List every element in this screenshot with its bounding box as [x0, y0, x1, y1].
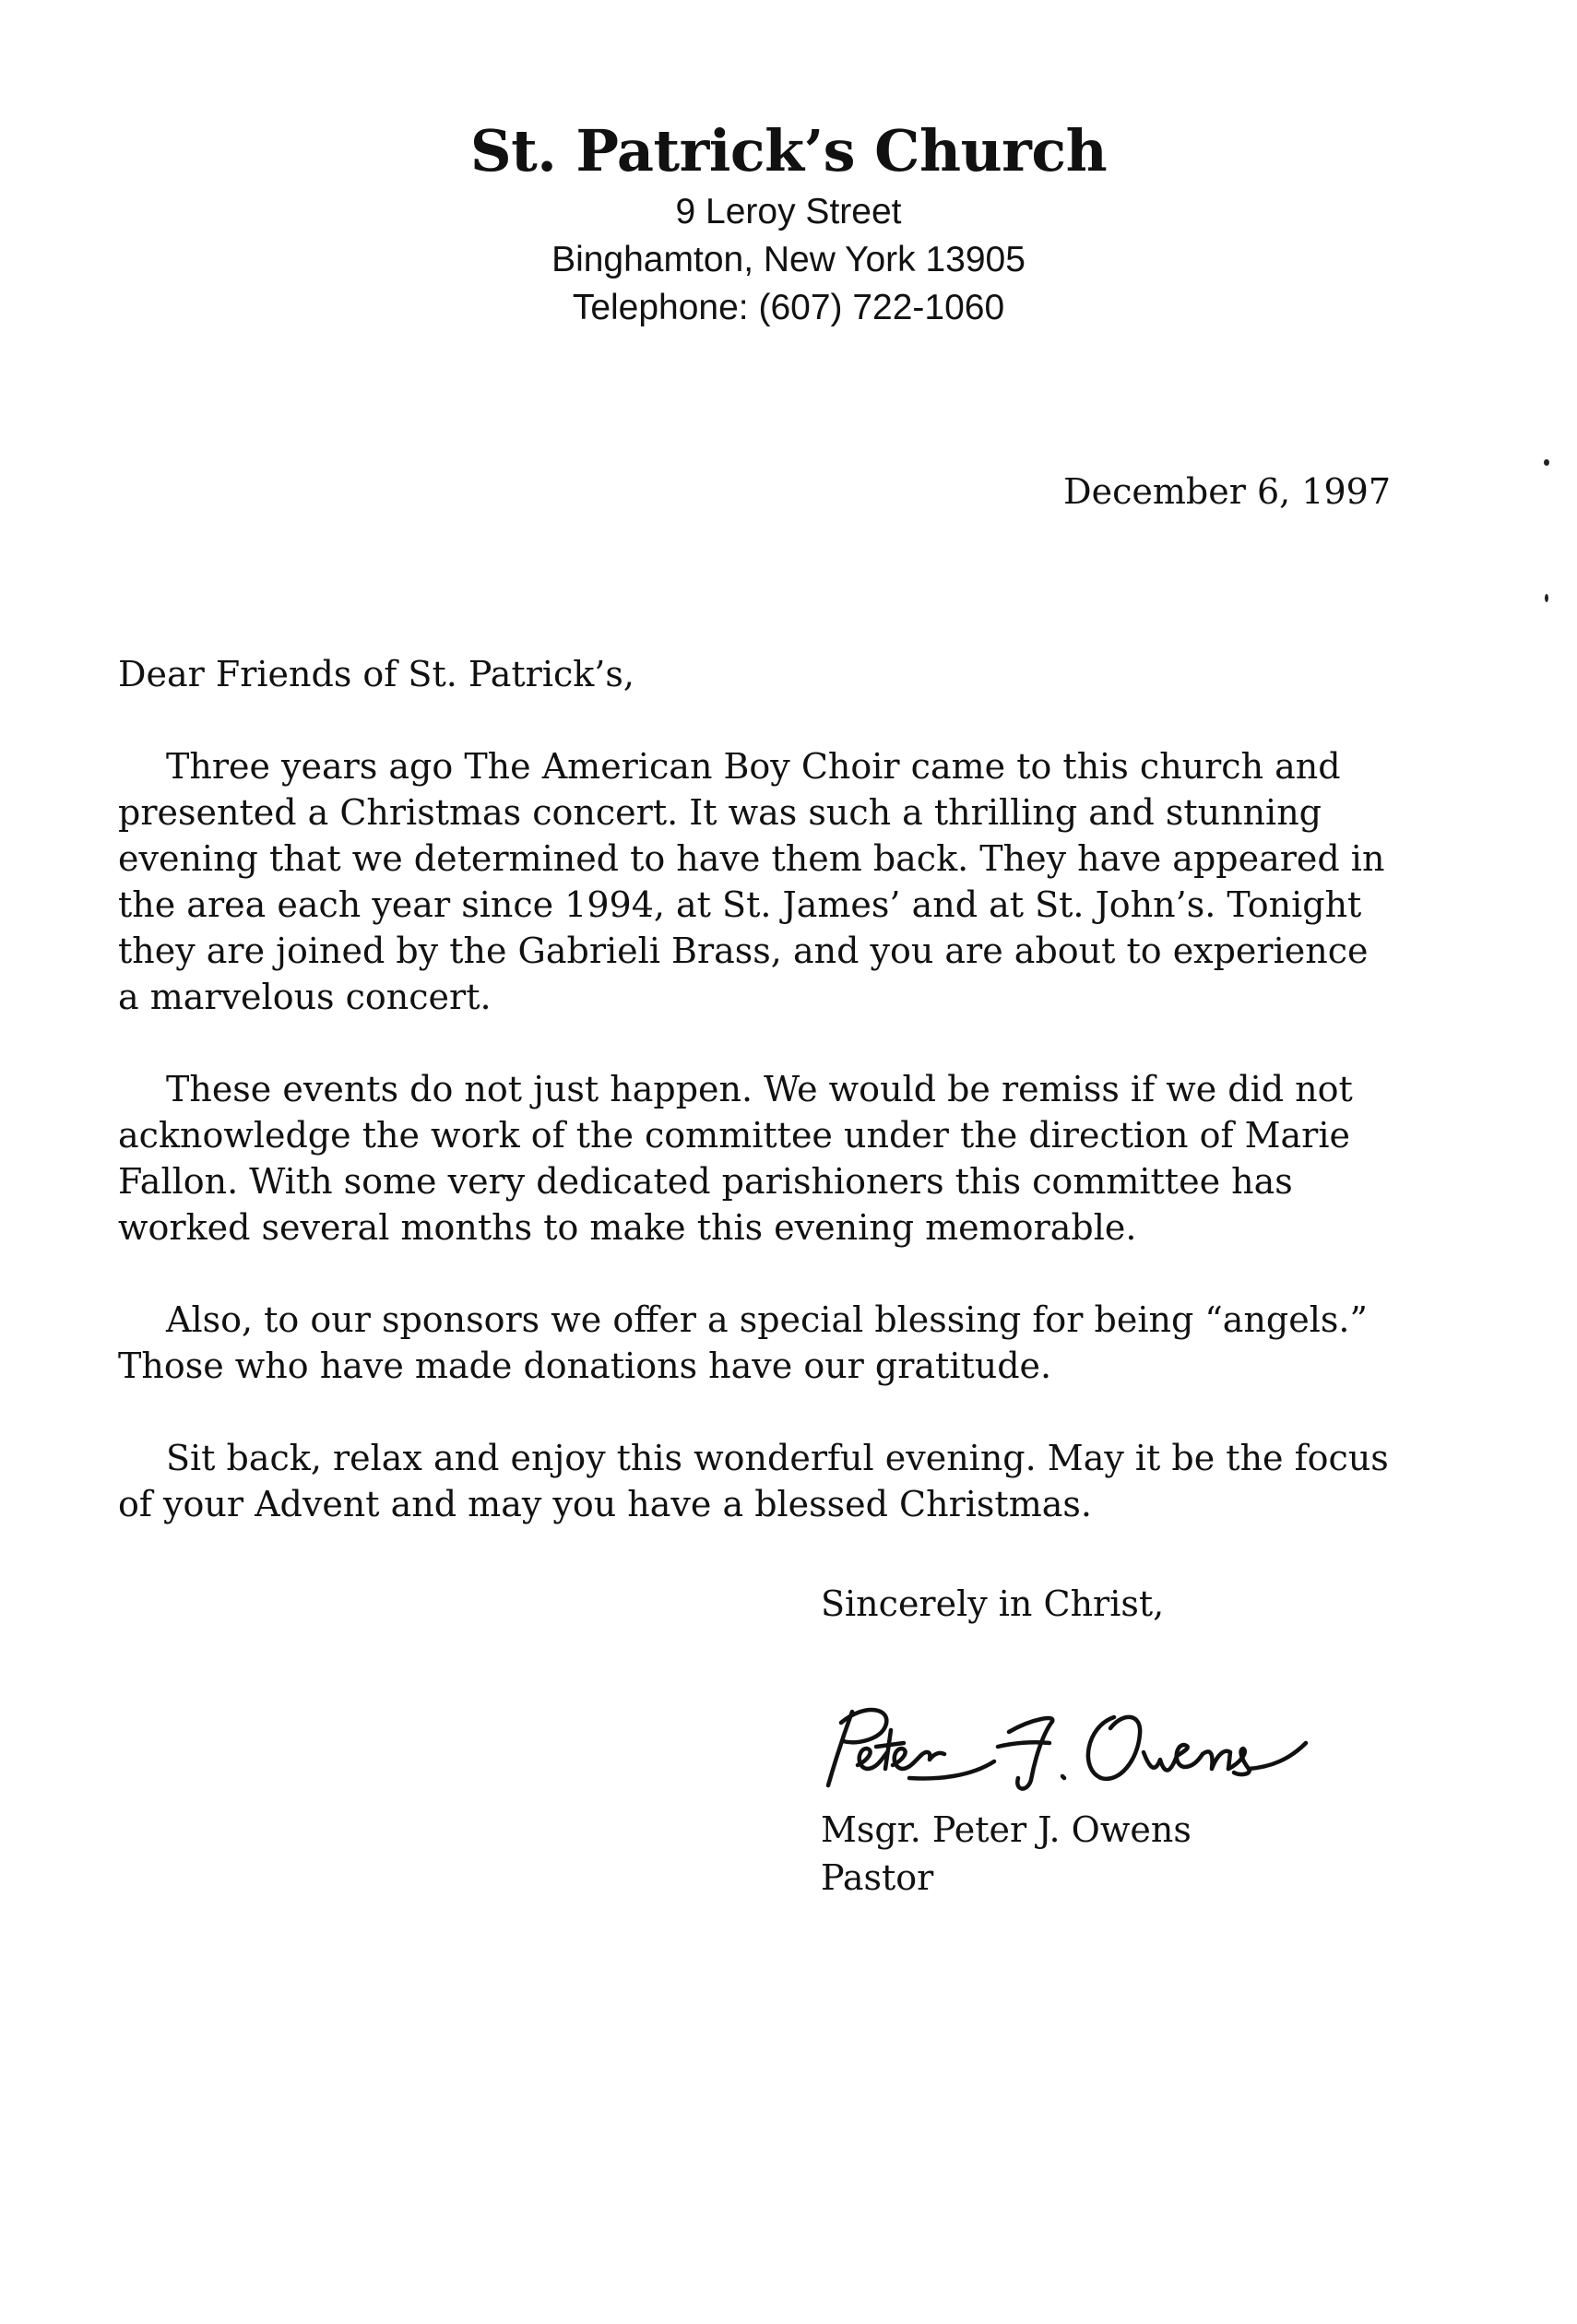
salutation: Dear Friends of St. Patrick’s,	[118, 654, 634, 694]
telephone: Telephone: (607) 722-1060	[572, 288, 1005, 327]
city-state-zip: Binghamton, New York 13905	[551, 240, 1026, 279]
handwritten-signature	[800, 1695, 1335, 1796]
body-paragraph: These events do not just happen. We would be remiss if we did not acknowledge the work of the committee under the direction of Marie Fallon. With some very dedicated parishioners this committee has worked several months to make this evening memorable.	[118, 1069, 1353, 1248]
body-paragraph: Sit back, relax and enjoy this wonderful evening. May it be the focus of your Advent and may you have a blessed Christmas.	[118, 1438, 1389, 1524]
letter-body	[118, 651, 1391, 1573]
body-paragraph: Three years ago The American Boy Choir came to this church and presented a Christmas concert. It was such a thrilling and stunning evening that we determined to have them back. They have appeared in the area each year since 1994, at St. James’ and at St. John’s. Tonight they are joined by the Gabrieli Brass, and you are about to experience a marvelous concert.	[118, 746, 1385, 1017]
letter-date: December 6, 1997	[1063, 471, 1391, 512]
signer-name: Msgr. Peter J. Owens	[821, 1809, 1192, 1850]
signer-block	[821, 1806, 1192, 1902]
letterhead	[0, 118, 1577, 332]
signer-title: Pastor	[821, 1857, 934, 1898]
margin-speck	[1544, 459, 1549, 466]
church-name: St. Patrick’s Church	[469, 117, 1108, 184]
closing: Sincerely in Christ,	[821, 1583, 1165, 1624]
margin-speck	[1545, 594, 1548, 602]
street-address: 9 Leroy Street	[675, 192, 902, 231]
body-paragraph: Also, to our sponsors we offer a special blessing for being “angels.” Those who have made donations have our gratitude.	[118, 1299, 1368, 1386]
